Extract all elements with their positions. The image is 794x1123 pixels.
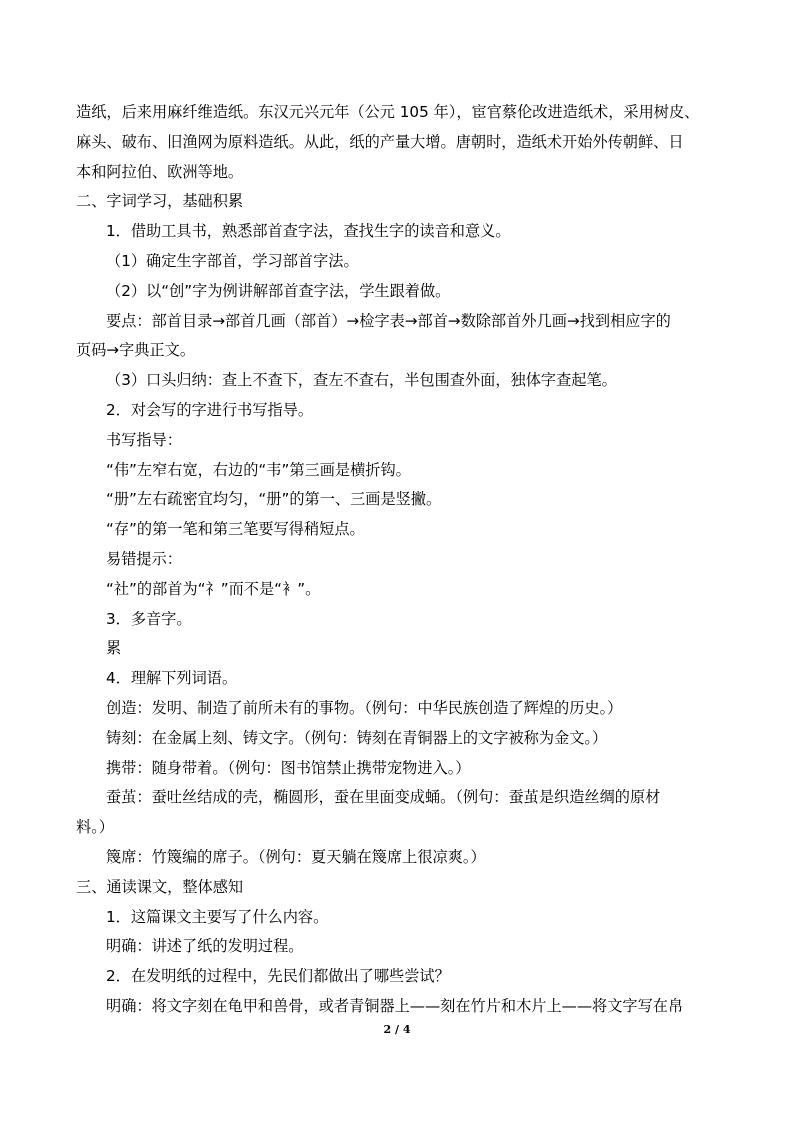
text-line: 2．在发明纸的过程中，先民们都做出了哪些尝试？ [106,967,450,986]
text-line: 蚕茧：蚕吐丝结成的壳，椭圆形，蚕在里面变成蛹。（例句：蚕茧是织造丝绸的原材 [106,788,661,807]
text-line: 麻头、破布、旧渔网为原料造纸。从此，纸的产量大增。唐朝时，造纸术开始外传朝鲜、日 [76,132,684,151]
text-line: 2．对会写的字进行书写指导。 [106,401,314,419]
text-line: 本和阿拉伯、欧洲等地。 [76,162,244,181]
text-line: 铸刻：在金属上刻、铸文字。（例句：铸刻在青铜器上的文字被称为金文。） [106,728,608,747]
text-line: 书写指导： [106,430,182,449]
text-line: 累 [106,639,122,658]
text-line: 创造：发明、制造了前所未有的事物。（例句：中华民族创造了辉煌的历史。） [106,699,623,717]
text-line: 三、通读课文，整体感知 [76,877,244,896]
text-line: 3．多音字。 [106,609,192,628]
text-line: “存”的第一笔和第三笔要写得稍短点。 [106,520,365,539]
text-line: （3）口头归纳：查上不查下，查左不查右，半包围查外面，独体字查起笔。 [106,371,617,390]
page-number: 2 / 4 [383,1023,411,1036]
text-line: “伟”左窄右宽，右边的“韦”第三画是横折钩。 [106,460,411,479]
text-line: 4．理解下列词语。 [106,669,238,688]
text-line: 造纸，后来用麻纤维造纸。东汉元兴元年（公元 105 年），宦官蔡伦改进造纸术，采用树皮、 [76,103,700,121]
text-line: （2）以“创”字为例讲解部首查字法，学生跟着做。 [106,281,451,300]
text-line: 要点：部首目录→部首几画（部首）→检字表→部首→数除部首外几画→找到相应字的 [106,311,671,330]
text-line: “社”的部首为“礻”而不是“衤”。 [106,579,321,598]
text-line: 料。） [76,818,114,837]
text-line: 二、字词学习，基础积累 [76,192,244,211]
text-line: 易错提示： [106,550,182,568]
text-line: 明确：将文字刻在龟甲和兽骨，或者青铜器上——刻在竹片和木片上——将文字写在帛 [106,997,684,1015]
text-line: 明确：讲述了纸的发明过程。 [106,937,304,956]
text-line: 携带：随身带着。（例句：图书馆禁止携带宠物进入。） [106,758,471,777]
text-line: “册”左右疏密宜均匀，“册”的第一、三画是竖撇。 [106,490,442,509]
text-line: 1．这篇课文主要写了什么内容。 [106,907,329,926]
text-line: 页码→字典正文。 [76,341,196,360]
text-line: 篾席：竹篾编的席子。（例句：夏天躺在篾席上很凉爽。） [106,848,486,866]
text-line: （1）确定生字部首，学习部首字法。 [106,252,359,270]
text-line: 1．借助工具书，熟悉部首查字法，查找生字的读音和意义。 [106,222,511,241]
